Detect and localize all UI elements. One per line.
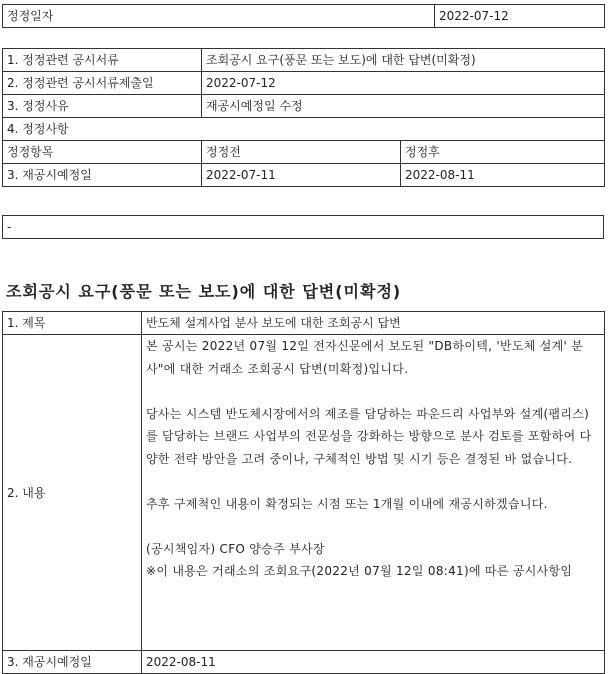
amendment-item-name: 3. 재공시예정일 (3, 164, 202, 187)
correction-date-row (3, 5, 605, 28)
content-row (3, 335, 605, 651)
content-label: 2. 내용 (3, 335, 142, 651)
amendment-item-row (3, 164, 605, 187)
amendment-row-document (3, 49, 605, 72)
amendment-value: 재공시예정일 수정 (202, 95, 605, 118)
correction-date-table (2, 4, 605, 28)
amendment-label: 2. 정정관련 공시서류제출일 (3, 72, 202, 95)
content-paragraph: ※이 내용은 거래소의 조회요구(2022년 07월 12일 08:41)에 따른 공시사항임 (146, 564, 573, 578)
correction-date-value: 2022-07-12 (435, 5, 605, 28)
amendment-row-submit-date (3, 72, 605, 95)
amendment-columns-row (3, 141, 605, 164)
redisclosure-row (3, 651, 605, 674)
amendment-item-before: 2022-07-11 (202, 164, 401, 187)
note-value: - (3, 216, 604, 239)
content-paragraph: 추후 구제척인 내용이 확정되는 시점 또는 1개월 이내에 재공시하겠습니다. (146, 496, 548, 511)
amendment-row-section4 (3, 118, 605, 141)
amendment-label: 1. 정정관련 공시서류 (3, 49, 202, 72)
correction-date-label: 정정일자 (3, 5, 435, 28)
amendment-table (2, 48, 605, 187)
content-paragraph: (공시책임자) CFO 양승주 부사장 (146, 541, 325, 556)
amendment-row-reason (3, 95, 605, 118)
redisclosure-label: 3. 재공시예정일 (3, 651, 142, 674)
section-heading: 조회공시 요구(풍문 또는 보도)에 대한 답변(미확정) (6, 282, 402, 301)
content-body (142, 335, 605, 651)
amendment-value: 2022-07-12 (202, 72, 605, 95)
amendment-value: 조회공시 요구(풍문 또는 보도)에 대한 답변(미확정) (202, 49, 605, 72)
content-paragraph: 당사는 시스템 반도체시장에서의 제조를 담당하는 파운드리 사업부와 설계(팹리스)를 담당하는 브랜드 사업부의 전문성을 강화하는 방향으로 분사 검토를 포함하여 다양한 전략 방안을 고려 중이나, 구체적인 방법 및 시기 등은 결정된 바 없습니다. (146, 406, 592, 466)
amendment-item-after: 2022-08-11 (401, 164, 605, 187)
column-header-item: 정정항목 (3, 141, 202, 164)
column-header-after: 정정후 (401, 141, 605, 164)
content-paragraph: 본 공시는 2022년 07월 12일 전자신문에서 보도된 "DB하이텍, '반도체 설계' 분사"에 대한 거래소 조회공시 답변(미확정)입니다. (146, 339, 584, 376)
redisclosure-value: 2022-08-11 (142, 651, 605, 674)
title-row (3, 312, 605, 335)
title-label: 1. 제목 (3, 312, 142, 335)
amendment-label: 3. 정정사유 (3, 95, 202, 118)
note-table (2, 215, 604, 239)
main-disclosure-table (2, 311, 605, 674)
amendment-section-label: 4. 정정사항 (3, 118, 605, 141)
column-header-before: 정정전 (202, 141, 401, 164)
title-value: 반도체 설계사업 분사 보도에 대한 조회공시 답변 (142, 312, 605, 335)
note-row (3, 216, 604, 239)
